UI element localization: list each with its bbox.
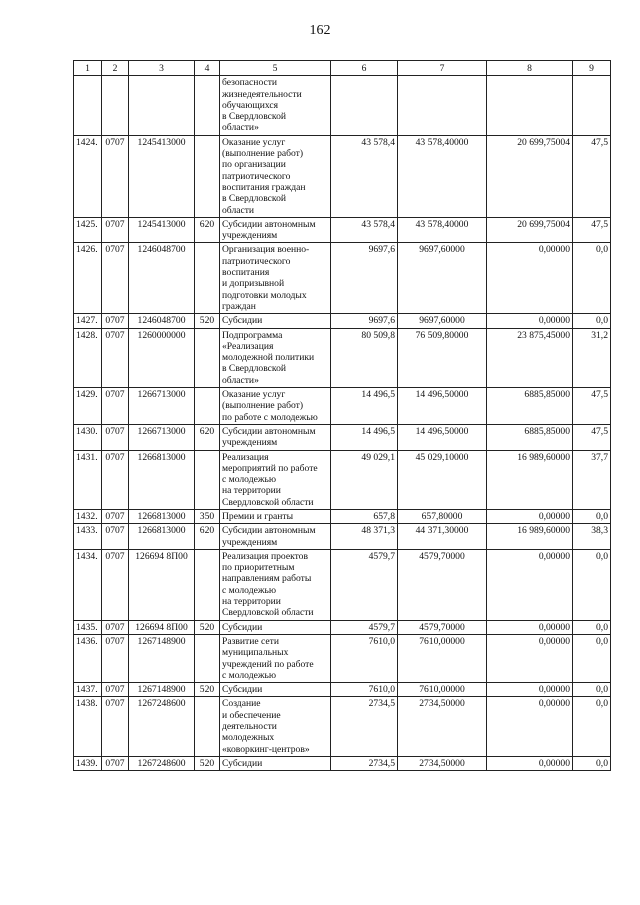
- column-header-7: 7: [398, 61, 487, 76]
- target-article-code-cell: 1260000000: [129, 328, 195, 387]
- table-row: [74, 549, 611, 620]
- row-number-cell: 1425.: [74, 217, 102, 243]
- refined-amount-cell: 7610,00000: [398, 683, 487, 697]
- section-code-cell: 0707: [102, 450, 129, 509]
- execution-percent-cell: 47,5: [573, 217, 611, 243]
- expense-type-code-cell: 520: [195, 314, 220, 328]
- column-header-3: 3: [129, 61, 195, 76]
- approved-amount-cell: 48 371,3: [331, 524, 398, 550]
- refined-amount-cell: 4579,70000: [398, 620, 487, 634]
- target-article-code-cell: 1266813000: [129, 524, 195, 550]
- section-code-cell: 0707: [102, 756, 129, 770]
- executed-amount-cell: 23 875,45000: [487, 328, 573, 387]
- item-name-cell: Субсидии автономным учреждениям: [220, 424, 331, 450]
- execution-percent-cell: 47,5: [573, 135, 611, 217]
- executed-amount-cell: 20 699,75004: [487, 135, 573, 217]
- row-number-cell: 1436.: [74, 634, 102, 682]
- expense-type-code-cell: [195, 697, 220, 756]
- refined-amount-cell: 2734,50000: [398, 697, 487, 756]
- expense-type-code-cell: 520: [195, 620, 220, 634]
- target-article-code-cell: 1267148900: [129, 634, 195, 682]
- execution-percent-cell: 0,0: [573, 756, 611, 770]
- expense-type-code-cell: [195, 388, 220, 425]
- item-name-cell: Создание и обеспечение деятельности молодежных «коворкинг-центров»: [220, 697, 331, 756]
- approved-amount-cell: 7610,0: [331, 683, 398, 697]
- approved-amount-cell: [331, 76, 398, 135]
- item-name-cell: Оказание услуг (выполнение работ) по организации патриотического воспитания граждан в Свердловской области: [220, 135, 331, 217]
- table-body: [74, 76, 611, 771]
- row-number-cell: 1438.: [74, 697, 102, 756]
- table-row: [74, 756, 611, 770]
- approved-amount-cell: 657,8: [331, 509, 398, 523]
- table-row: [74, 388, 611, 425]
- section-code-cell: [102, 76, 129, 135]
- table-row: [74, 450, 611, 509]
- section-code-cell: 0707: [102, 509, 129, 523]
- table-row: [74, 135, 611, 217]
- executed-amount-cell: 20 699,75004: [487, 217, 573, 243]
- executed-amount-cell: 0,00000: [487, 314, 573, 328]
- item-name-cell: Реализация мероприятий по работе с молодежью на территории Свердловской области: [220, 450, 331, 509]
- row-number-cell: 1424.: [74, 135, 102, 217]
- expense-type-code-cell: 620: [195, 424, 220, 450]
- approved-amount-cell: 14 496,5: [331, 388, 398, 425]
- refined-amount-cell: 657,80000: [398, 509, 487, 523]
- table-row: [74, 217, 611, 243]
- refined-amount-cell: 4579,70000: [398, 549, 487, 620]
- executed-amount-cell: 0,00000: [487, 549, 573, 620]
- execution-percent-cell: [573, 76, 611, 135]
- item-name-cell: Премии и гранты: [220, 509, 331, 523]
- item-name-cell: Субсидии: [220, 756, 331, 770]
- executed-amount-cell: 0,00000: [487, 243, 573, 314]
- item-name-cell: Субсидии автономным учреждениям: [220, 217, 331, 243]
- table-row: [74, 314, 611, 328]
- expense-type-code-cell: [195, 549, 220, 620]
- refined-amount-cell: 44 371,30000: [398, 524, 487, 550]
- approved-amount-cell: 9697,6: [331, 243, 398, 314]
- table-row: [74, 328, 611, 387]
- approved-amount-cell: 9697,6: [331, 314, 398, 328]
- column-header-9: 9: [573, 61, 611, 76]
- table-row: [74, 243, 611, 314]
- expense-type-code-cell: [195, 328, 220, 387]
- executed-amount-cell: 0,00000: [487, 509, 573, 523]
- row-number-cell: 1429.: [74, 388, 102, 425]
- refined-amount-cell: [398, 76, 487, 135]
- table-row: [74, 634, 611, 682]
- expense-type-code-cell: [195, 634, 220, 682]
- table-row: [74, 509, 611, 523]
- executed-amount-cell: 6885,85000: [487, 424, 573, 450]
- row-number-cell: 1427.: [74, 314, 102, 328]
- execution-percent-cell: 0,0: [573, 509, 611, 523]
- execution-percent-cell: 0,0: [573, 697, 611, 756]
- execution-percent-cell: 0,0: [573, 683, 611, 697]
- table-row: [74, 524, 611, 550]
- target-article-code-cell: 1266713000: [129, 424, 195, 450]
- target-article-code-cell: 1246048700: [129, 243, 195, 314]
- expense-type-code-cell: 520: [195, 683, 220, 697]
- refined-amount-cell: 43 578,40000: [398, 135, 487, 217]
- column-header-2: 2: [102, 61, 129, 76]
- column-header-8: 8: [487, 61, 573, 76]
- executed-amount-cell: 0,00000: [487, 634, 573, 682]
- item-name-cell: Субсидии: [220, 620, 331, 634]
- header-row: [74, 61, 611, 76]
- expense-type-code-cell: 620: [195, 524, 220, 550]
- target-article-code-cell: 126694 8П00: [129, 620, 195, 634]
- refined-amount-cell: 45 029,10000: [398, 450, 487, 509]
- section-code-cell: 0707: [102, 683, 129, 697]
- execution-percent-cell: 37,7: [573, 450, 611, 509]
- table-row: [74, 697, 611, 756]
- execution-percent-cell: 0,0: [573, 549, 611, 620]
- target-article-code-cell: 1245413000: [129, 217, 195, 243]
- row-number-cell: 1432.: [74, 509, 102, 523]
- executed-amount-cell: 0,00000: [487, 756, 573, 770]
- execution-percent-cell: 0,0: [573, 314, 611, 328]
- item-name-cell: Субсидии автономным учреждениям: [220, 524, 331, 550]
- refined-amount-cell: 9697,60000: [398, 243, 487, 314]
- section-code-cell: 0707: [102, 217, 129, 243]
- section-code-cell: 0707: [102, 424, 129, 450]
- column-header-5: 5: [220, 61, 331, 76]
- refined-amount-cell: 7610,00000: [398, 634, 487, 682]
- target-article-code-cell: 1267248600: [129, 756, 195, 770]
- budget-table: [73, 60, 611, 771]
- expense-type-code-cell: [195, 243, 220, 314]
- table-row: [74, 620, 611, 634]
- section-code-cell: 0707: [102, 524, 129, 550]
- approved-amount-cell: 43 578,4: [331, 217, 398, 243]
- execution-percent-cell: 0,0: [573, 634, 611, 682]
- executed-amount-cell: 6885,85000: [487, 388, 573, 425]
- table-row: [74, 424, 611, 450]
- target-article-code-cell: 1267148900: [129, 683, 195, 697]
- target-article-code-cell: 1245413000: [129, 135, 195, 217]
- column-header-4: 4: [195, 61, 220, 76]
- target-article-code-cell: [129, 76, 195, 135]
- target-article-code-cell: 1267248600: [129, 697, 195, 756]
- item-name-cell: безопасности жизнедеятельности обучающихся в Свердловской области»: [220, 76, 331, 135]
- row-number-cell: 1433.: [74, 524, 102, 550]
- approved-amount-cell: 4579,7: [331, 620, 398, 634]
- execution-percent-cell: 0,0: [573, 620, 611, 634]
- section-code-cell: 0707: [102, 388, 129, 425]
- expense-type-code-cell: [195, 76, 220, 135]
- item-name-cell: Реализация проектов по приоритетным направлениям работы с молодежью на территории Свердловской области: [220, 549, 331, 620]
- section-code-cell: 0707: [102, 634, 129, 682]
- refined-amount-cell: 76 509,80000: [398, 328, 487, 387]
- approved-amount-cell: 14 496,5: [331, 424, 398, 450]
- approved-amount-cell: 4579,7: [331, 549, 398, 620]
- expense-type-code-cell: 350: [195, 509, 220, 523]
- row-number-cell: [74, 76, 102, 135]
- expense-type-code-cell: [195, 135, 220, 217]
- executed-amount-cell: 0,00000: [487, 683, 573, 697]
- approved-amount-cell: 2734,5: [331, 697, 398, 756]
- row-number-cell: 1434.: [74, 549, 102, 620]
- refined-amount-cell: 14 496,50000: [398, 424, 487, 450]
- item-name-cell: Развитие сети муниципальных учреждений по работе с молодежью: [220, 634, 331, 682]
- row-number-cell: 1435.: [74, 620, 102, 634]
- column-header-6: 6: [331, 61, 398, 76]
- row-number-cell: 1430.: [74, 424, 102, 450]
- expense-type-code-cell: 620: [195, 217, 220, 243]
- approved-amount-cell: 80 509,8: [331, 328, 398, 387]
- row-number-cell: 1437.: [74, 683, 102, 697]
- section-code-cell: 0707: [102, 620, 129, 634]
- target-article-code-cell: 1246048700: [129, 314, 195, 328]
- row-number-cell: 1426.: [74, 243, 102, 314]
- row-number-cell: 1428.: [74, 328, 102, 387]
- row-number-cell: 1439.: [74, 756, 102, 770]
- item-name-cell: Субсидии: [220, 683, 331, 697]
- item-name-cell: Оказание услуг (выполнение работ) по работе с молодежью: [220, 388, 331, 425]
- expense-type-code-cell: [195, 450, 220, 509]
- approved-amount-cell: 43 578,4: [331, 135, 398, 217]
- section-code-cell: 0707: [102, 328, 129, 387]
- expense-type-code-cell: 520: [195, 756, 220, 770]
- page-number: 162: [309, 23, 331, 38]
- executed-amount-cell: 16 989,60000: [487, 524, 573, 550]
- section-code-cell: 0707: [102, 549, 129, 620]
- section-code-cell: 0707: [102, 243, 129, 314]
- approved-amount-cell: 49 029,1: [331, 450, 398, 509]
- approved-amount-cell: 7610,0: [331, 634, 398, 682]
- target-article-code-cell: 1266713000: [129, 388, 195, 425]
- target-article-code-cell: 126694 8П00: [129, 549, 195, 620]
- section-code-cell: 0707: [102, 314, 129, 328]
- executed-amount-cell: 16 989,60000: [487, 450, 573, 509]
- target-article-code-cell: 1266813000: [129, 450, 195, 509]
- item-name-cell: Субсидии: [220, 314, 331, 328]
- executed-amount-cell: 0,00000: [487, 697, 573, 756]
- refined-amount-cell: 9697,60000: [398, 314, 487, 328]
- section-code-cell: 0707: [102, 135, 129, 217]
- refined-amount-cell: 43 578,40000: [398, 217, 487, 243]
- executed-amount-cell: [487, 76, 573, 135]
- target-article-code-cell: 1266813000: [129, 509, 195, 523]
- item-name-cell: Подпрограмма «Реализация молодежной политики в Свердловской области»: [220, 328, 331, 387]
- executed-amount-cell: 0,00000: [487, 620, 573, 634]
- refined-amount-cell: 14 496,50000: [398, 388, 487, 425]
- table-row: [74, 76, 611, 135]
- section-code-cell: 0707: [102, 697, 129, 756]
- row-number-cell: 1431.: [74, 450, 102, 509]
- table-row: [74, 683, 611, 697]
- execution-percent-cell: 38,3: [573, 524, 611, 550]
- item-name-cell: Организация военно- патриотического воспитания и допризывной подготовки молодых граждан: [220, 243, 331, 314]
- execution-percent-cell: 47,5: [573, 388, 611, 425]
- column-header-1: 1: [74, 61, 102, 76]
- execution-percent-cell: 0,0: [573, 243, 611, 314]
- refined-amount-cell: 2734,50000: [398, 756, 487, 770]
- execution-percent-cell: 47,5: [573, 424, 611, 450]
- approved-amount-cell: 2734,5: [331, 756, 398, 770]
- execution-percent-cell: 31,2: [573, 328, 611, 387]
